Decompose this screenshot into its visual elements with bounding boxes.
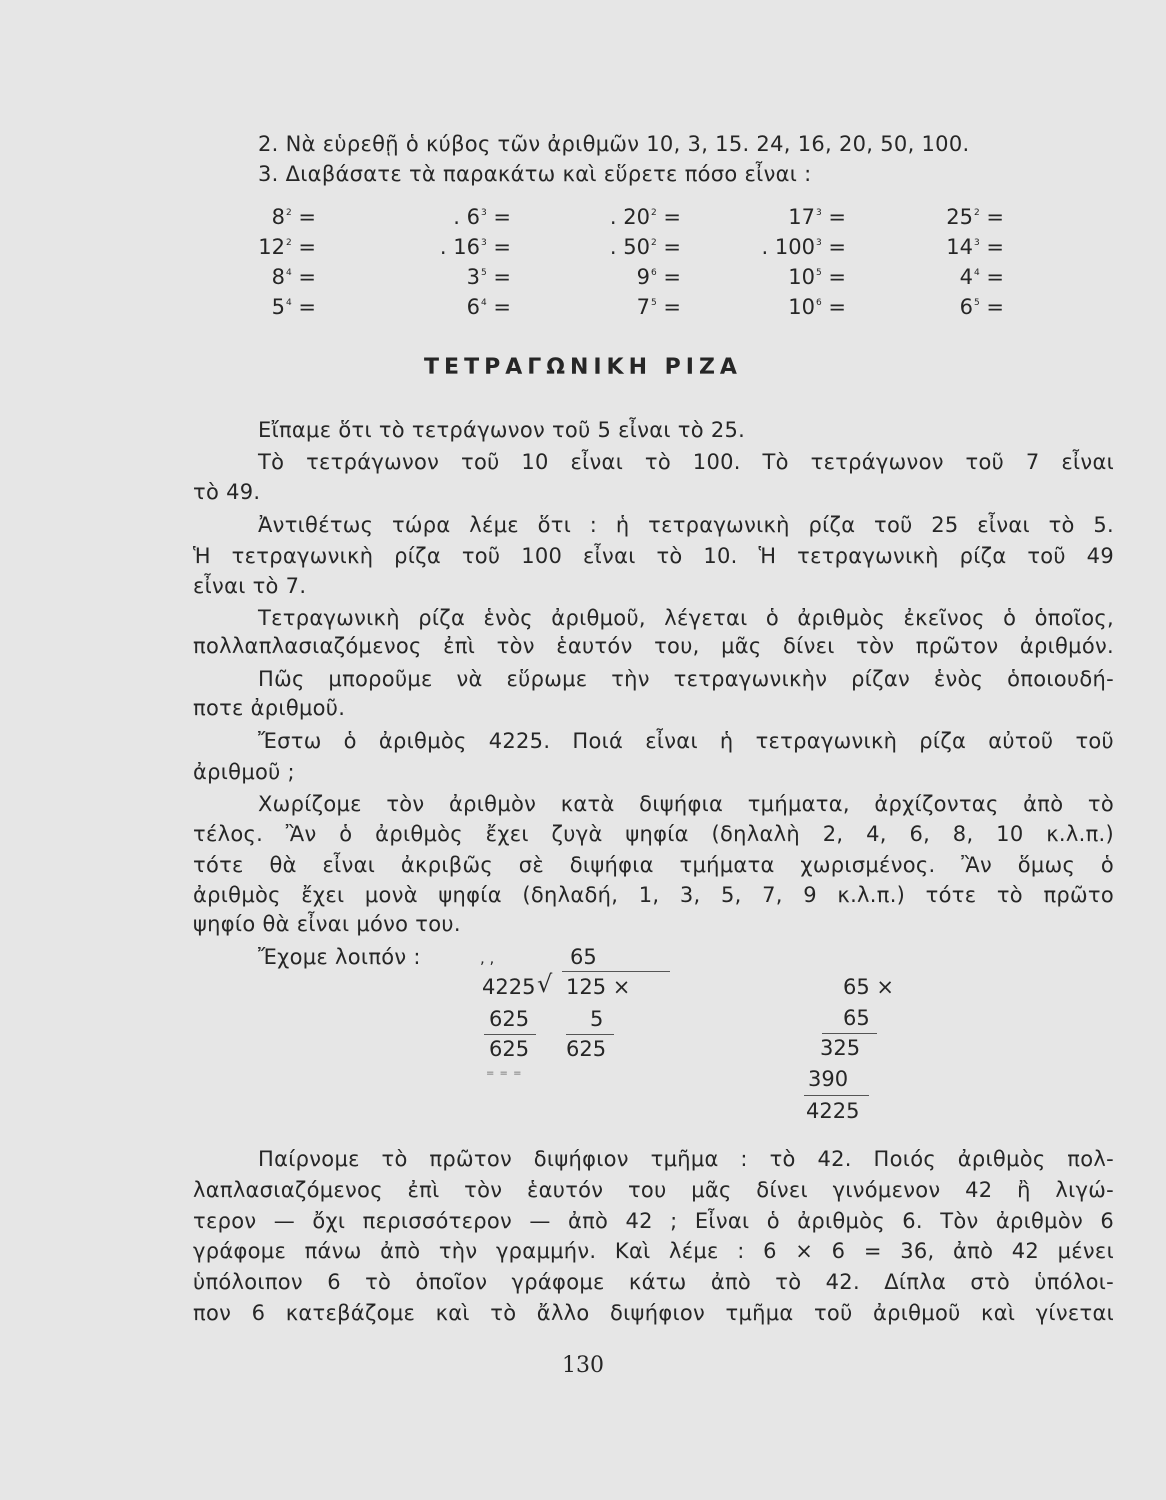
calc-tick-marks: , ,	[480, 949, 495, 967]
text-line: λαπλασιαζόμενος ἐπὶ τὸν ἑαυτόν του μᾶς δίνει γινόμενον 42 ἢ λιγώ-	[193, 1178, 1114, 1202]
power-base: 9	[636, 265, 650, 289]
calc-radical-sign: √	[537, 970, 553, 998]
mult-product: 4225	[806, 1099, 860, 1123]
text-line: ποτε ἀριθμοῦ.	[193, 696, 346, 720]
power-base: 12	[258, 235, 285, 259]
power-base: . 50	[609, 235, 650, 259]
power-exponent: 2	[973, 208, 980, 218]
power-exponent: 4	[973, 268, 980, 278]
text-line: ὑπόλοιπον 6 τὸ ὁποῖον γράφομε κάτω ἀπὸ τὸ 42. Δίπλα στὸ ὑπόλοι-	[193, 1270, 1114, 1294]
text-line: πολλαπλασιαζόμενος ἐπὶ τὸν ἑαυτόν του, μᾶς δίνει τὸν πρῶτον ἀριθμόν.	[193, 634, 1114, 658]
text-line: ἀριθμοῦ ;	[193, 760, 295, 784]
power-exponent: 2	[650, 208, 657, 218]
equals-sign: =	[986, 235, 1004, 259]
power-base: . 100	[761, 235, 815, 259]
equals-sign: =	[828, 235, 846, 259]
power-expression	[946, 199, 1004, 231]
power-expression	[762, 229, 846, 261]
power-exponent: 5	[815, 268, 822, 278]
power-expression	[637, 289, 681, 321]
text-line: τὸ 49.	[193, 480, 261, 504]
power-base: 8	[271, 205, 285, 229]
power-exponent: 6	[815, 298, 822, 308]
power-expression	[467, 289, 511, 321]
power-expression	[637, 259, 681, 291]
power-expression	[960, 259, 1004, 291]
calc-double-line: = = =	[486, 1068, 523, 1079]
equals-sign: =	[663, 295, 681, 319]
text-line: Ἔστω ὁ ἀριθμὸς 4225. Ποιά εἶναι ἡ τετραγωνικὴ ρίζα αὐτοῦ τοῦ	[258, 729, 1114, 753]
text-line: Ἀντιθέτως τώρα λέμε ὅτι : ἡ τετραγωνικὴ ρίζα τοῦ 25 εἶναι τὸ 5.	[258, 513, 1114, 537]
power-exponent: 2	[285, 238, 292, 248]
text-line: τέλος. Ἂν ὁ ἀριθμὸς ἔχει ζυγὰ ψηφία (δηλαλὴ 2, 4, 6, 8, 10 κ.λ.π.)	[193, 822, 1114, 846]
power-expression	[788, 289, 846, 321]
calc-number: 4225	[482, 975, 536, 999]
power-base: 8	[271, 265, 285, 289]
power-base: 6	[959, 295, 973, 319]
exercise-2: 2. Νὰ εὑρεθῇ ὁ κύβος τῶν ἀριθμῶν 10, 3, 15. 24, 16, 20, 50, 100.	[258, 132, 970, 156]
power-expression	[610, 199, 681, 231]
power-base: 10	[788, 295, 815, 319]
power-expression	[258, 229, 316, 261]
exercise-3: 3. Διαβάσατε τὰ παρακάτω καὶ εὕρετε πόσο εἶναι :	[258, 162, 812, 186]
text-line: Ἡ τετραγωνικὴ ρίζα τοῦ 100 εἶναι τὸ 10. Ἡ τετραγωνικὴ ρίζα τοῦ 49	[193, 544, 1114, 568]
mult-partial-2: 390	[808, 1067, 849, 1091]
power-expression	[453, 199, 511, 231]
power-base: . 20	[609, 205, 650, 229]
power-base: . 16	[439, 235, 480, 259]
power-expression	[467, 259, 511, 291]
power-exponent: 3	[480, 238, 487, 248]
equals-sign: =	[663, 235, 681, 259]
text-line: Πῶς μποροῦμε νὰ εὕρωμε τὴν τετραγωνικὴν ρίζαν ἑνὸς ὁποιουδή-	[258, 667, 1114, 691]
equals-sign: =	[493, 295, 511, 319]
text-line: Ἔχομε λοιπόν :	[258, 945, 421, 969]
mult-line-2	[804, 1095, 869, 1096]
equals-sign: =	[493, 235, 511, 259]
power-exponent: 5	[973, 298, 980, 308]
mult-factor-1: 65 ×	[843, 975, 894, 999]
calc-subtract-2: 625	[489, 1037, 530, 1061]
power-base: 4	[959, 265, 973, 289]
text-line: Χωρίζομε τὸν ἀριθμὸν κατὰ διψήφια τμήματα, ἀρχίζοντας ἀπὸ τὸ	[258, 792, 1114, 816]
equals-sign: =	[828, 205, 846, 229]
equals-sign: =	[298, 265, 316, 289]
text-line: ψηφίο θὰ εἶναι μόνο του.	[193, 912, 461, 936]
power-expression	[440, 229, 511, 261]
calc-side-1: 125 ×	[566, 975, 631, 999]
power-base: 25	[946, 205, 973, 229]
calc-side-2: 5	[590, 1007, 604, 1031]
power-base: 17	[788, 205, 815, 229]
power-exponent: 3	[815, 238, 822, 248]
equals-sign: =	[986, 295, 1004, 319]
power-exponent: 2	[285, 208, 292, 218]
text-line: Τετραγωνικὴ ρίζα ἑνὸς ἀριθμοῦ, λέγεται ὁ ἀριθμὸς ἐκεῖνος ὁ ὁποῖος,	[258, 606, 1114, 630]
power-base: . 6	[453, 205, 480, 229]
power-exponent: 3	[815, 208, 822, 218]
calc-root-line	[562, 971, 670, 972]
calc-side-3: 625	[566, 1037, 607, 1061]
text-line: τότε θὰ εἶναι ἀκριβῶς σὲ διψήφια τμήματα χωρισμένος. Ἂν ὅμως ὁ	[193, 853, 1114, 877]
mult-factor-2: 65	[843, 1006, 870, 1030]
equals-sign: =	[828, 265, 846, 289]
text-line: Εἴπαμε ὅτι τὸ τετράγωνον τοῦ 5 εἶναι τὸ 25.	[258, 418, 746, 442]
text-line: Παίρνομε τὸ πρῶτον διψήφιον τμῆμα : τὸ 42. Ποιός ἀριθμὸς πολ-	[258, 1147, 1114, 1171]
power-expression	[960, 289, 1004, 321]
power-exponent: 2	[650, 238, 657, 248]
text-line: γράφομε πάνω ἀπὸ τὴν γραμμήν. Καὶ λέμε : 6 × 6 = 36, ἀπὸ 42 μένει	[193, 1239, 1114, 1263]
power-base: 14	[946, 235, 973, 259]
text-line: τερον — ὄχι περισσότερον — ἀπὸ 42 ; Εἶναι ὁ ἀριθμὸς 6. Τὸν ἀριθμὸν 6	[193, 1209, 1114, 1233]
text-line: Τὸ τετράγωνον τοῦ 10 εἶναι τὸ 100. Τὸ τετράγωνον τοῦ 7 εἶναι	[258, 450, 1114, 474]
power-exponent: 4	[480, 298, 487, 308]
power-exponent: 5	[480, 268, 487, 278]
text-line: εἶναι τὸ 7.	[193, 574, 307, 598]
power-exponent: 5	[650, 298, 657, 308]
power-expression	[272, 259, 316, 291]
power-expression	[788, 259, 846, 291]
power-exponent: 3	[973, 238, 980, 248]
power-exponent: 6	[650, 268, 657, 278]
power-expression	[610, 229, 681, 261]
section-heading: ΤΕΤΡΑΓΩΝΙΚΗ ΡΙΖΑ	[424, 355, 742, 380]
equals-sign: =	[493, 205, 511, 229]
power-exponent: 3	[480, 208, 487, 218]
power-base: 6	[466, 295, 480, 319]
mult-partial-1: 325	[820, 1036, 861, 1060]
page-number: 130	[562, 1353, 604, 1378]
equals-sign: =	[828, 295, 846, 319]
equals-sign: =	[986, 265, 1004, 289]
equals-sign: =	[663, 205, 681, 229]
equals-sign: =	[298, 235, 316, 259]
power-expression	[788, 199, 846, 231]
equals-sign: =	[663, 265, 681, 289]
power-base: 3	[466, 265, 480, 289]
power-expression	[272, 199, 316, 231]
equals-sign: =	[298, 295, 316, 319]
power-expression	[946, 229, 1004, 261]
equals-sign: =	[298, 205, 316, 229]
text-line: ἀριθμὸς ἔχει μονὰ ψηφία (δηλαδή, 1, 3, 5, 7, 9 κ.λ.π.) τότε τὸ πρῶτο	[193, 883, 1114, 907]
power-exponent: 4	[285, 298, 292, 308]
power-expression	[272, 289, 316, 321]
calc-root-result: 65	[570, 945, 597, 969]
power-base: 10	[788, 265, 815, 289]
power-base: 7	[636, 295, 650, 319]
equals-sign: =	[986, 205, 1004, 229]
calc-subtract-1: 625	[489, 1007, 530, 1031]
power-exponent: 4	[285, 268, 292, 278]
equals-sign: =	[493, 265, 511, 289]
text-line: πον 6 κατεβάζομε καὶ τὸ ἄλλο διψήφιον τμῆμα τοῦ ἀριθμοῦ καὶ γίνεται	[193, 1301, 1114, 1325]
power-base: 5	[271, 295, 285, 319]
